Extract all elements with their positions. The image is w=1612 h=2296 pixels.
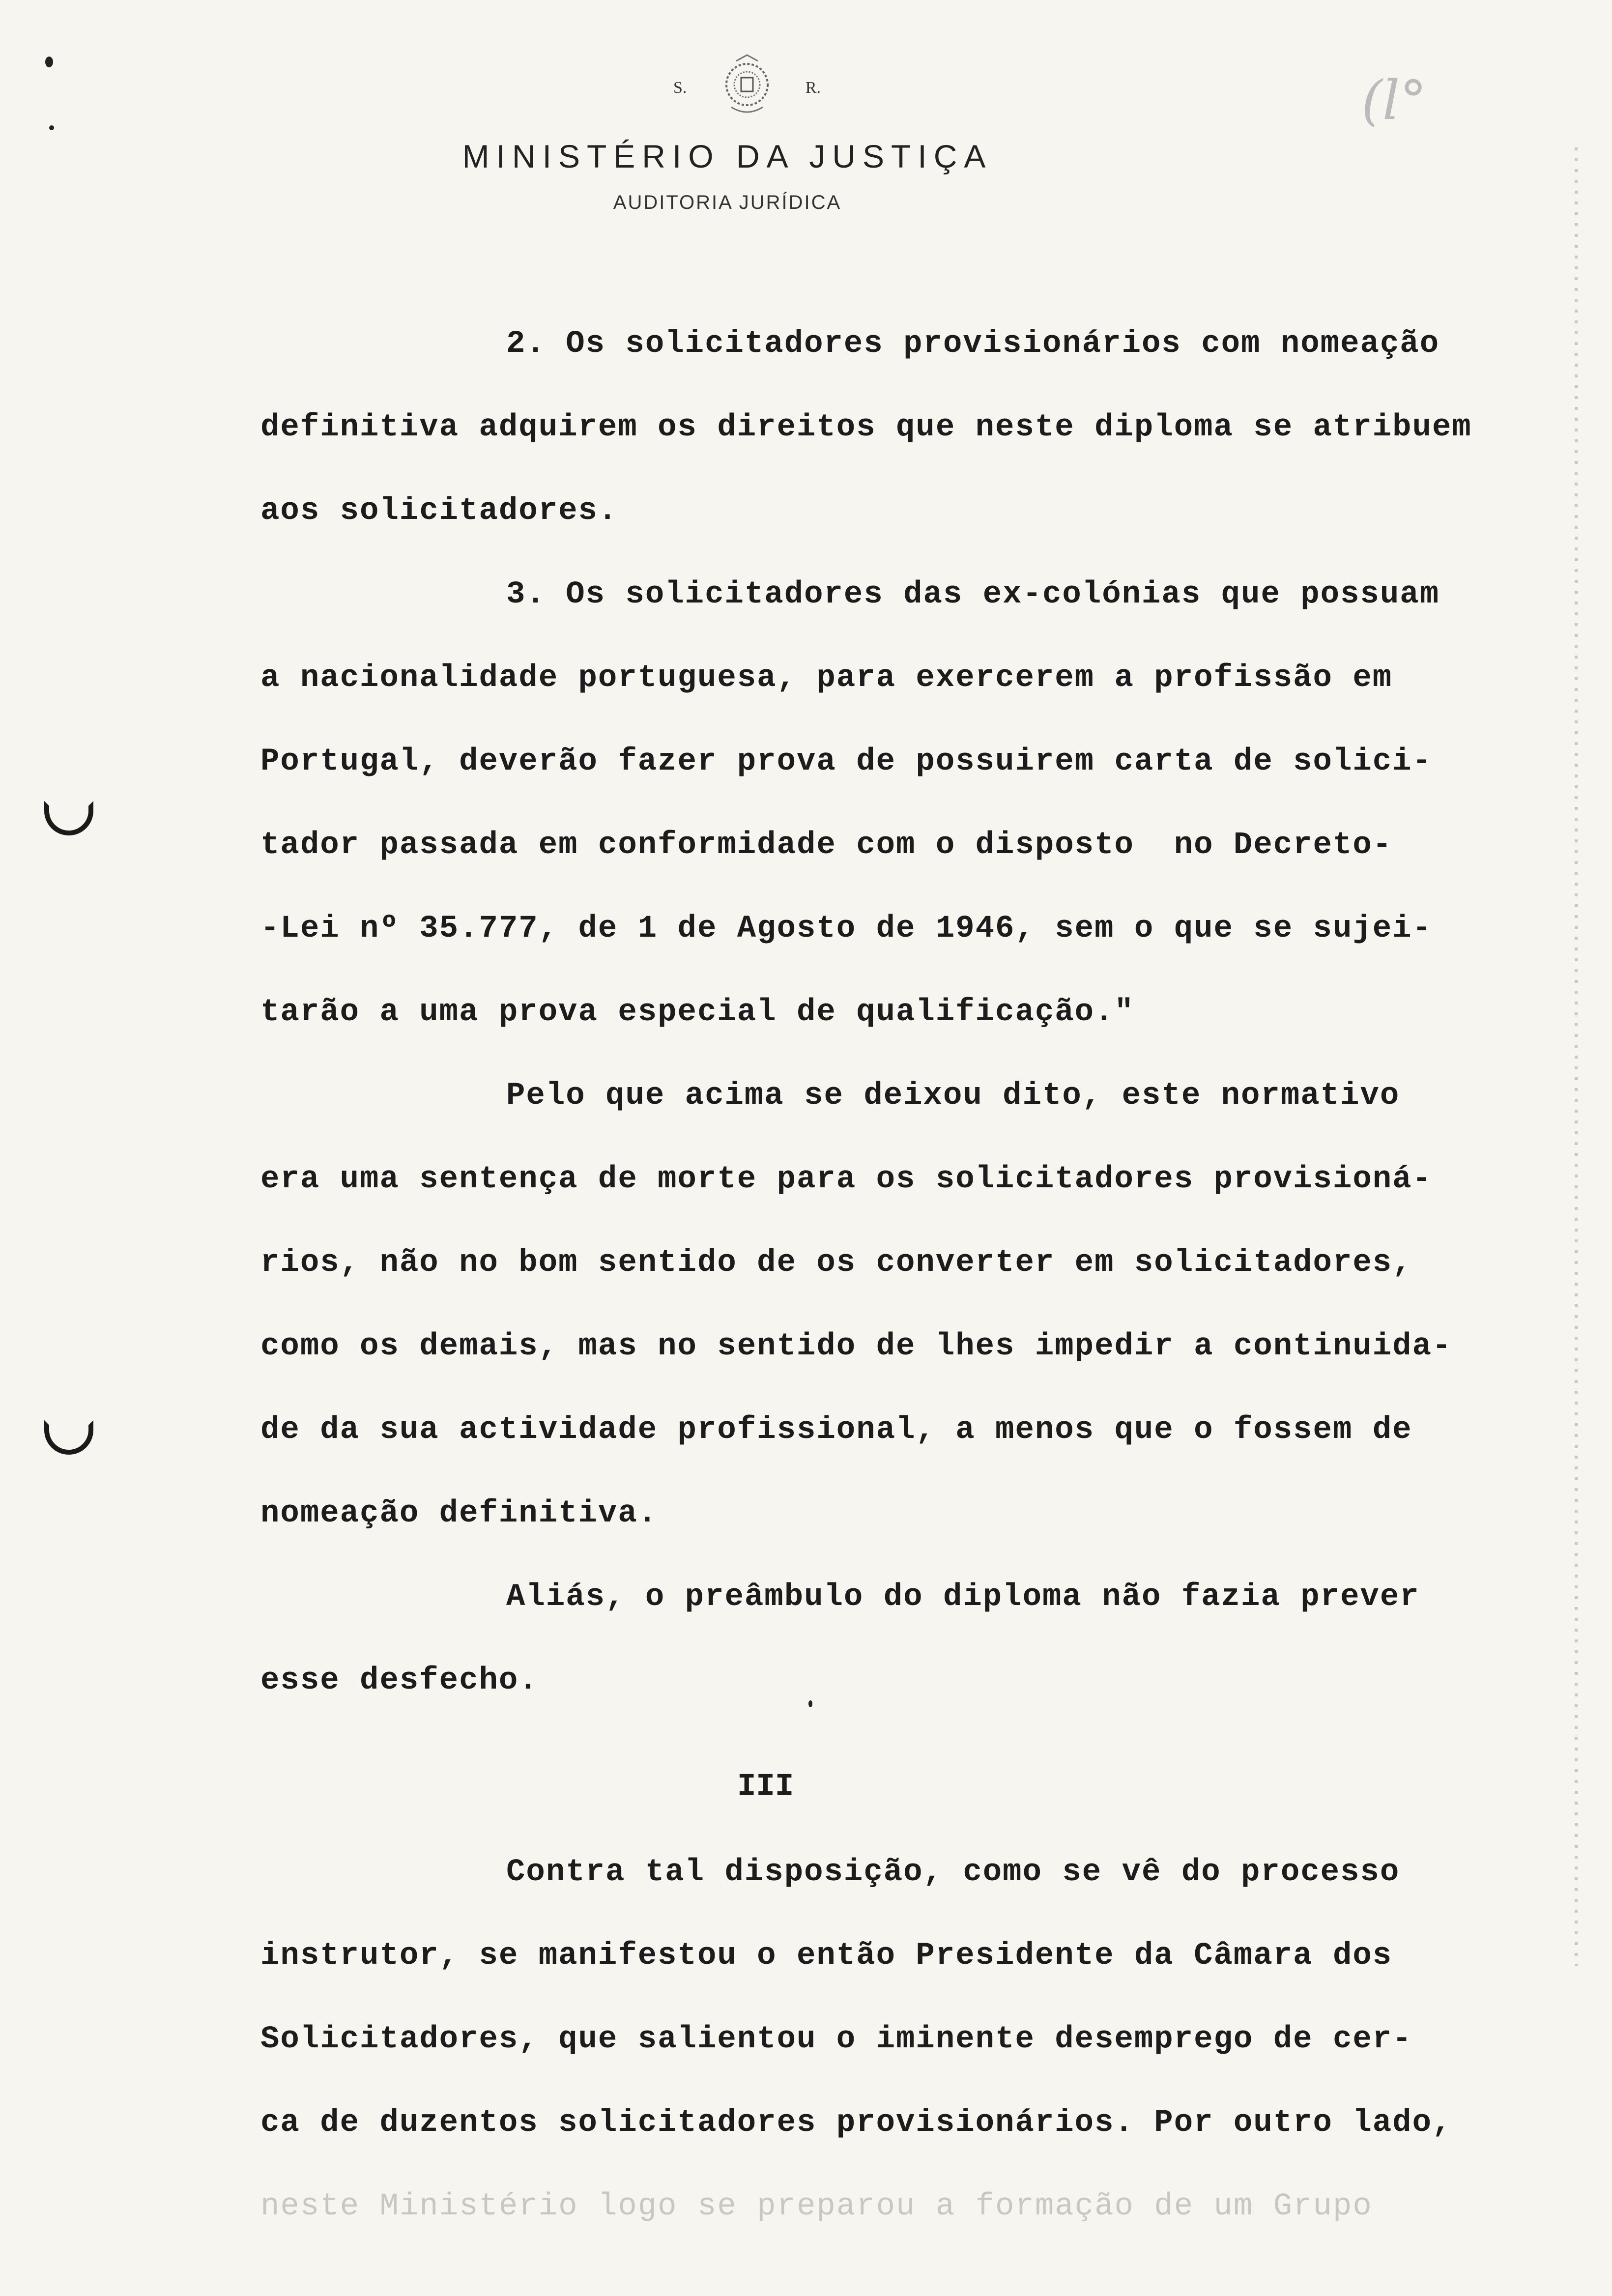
text-line: 2. Os solicitadores provisionários com nomeação: [506, 326, 1440, 362]
emblem-letter-left: S.: [673, 79, 687, 97]
text-line: Contra tal disposição, como se vê do processo: [506, 1855, 1400, 1890]
text-line: ca de duzentos solicitadores provisionários. Por outro lado,: [260, 2105, 1452, 2141]
binder-hole-mark: [44, 1420, 93, 1455]
ink-speck: [45, 57, 53, 67]
perforation-edge: [1575, 147, 1578, 1966]
text-line: Solicitadores, que salientou o iminente desemprego de cer-: [260, 2022, 1412, 2057]
coat-of-arms-emblem: [673, 54, 821, 123]
text-line: tador passada em conformidade com o disposto no Decreto-: [260, 828, 1393, 863]
text-line: definitiva adquirem os direitos que neste diploma se atribuem: [260, 410, 1472, 445]
ink-speck: [49, 125, 54, 130]
text-line: esse desfecho.: [260, 1663, 539, 1698]
text-line: de da sua actividade profissional, a menos que o fossem de: [260, 1412, 1412, 1448]
emblem-letter-right: R.: [805, 79, 821, 97]
text-line-faded: neste Ministério logo se preparou a formação de um Grupo: [260, 2189, 1373, 2224]
text-line: rios, não no bom sentido de os converter em solicitadores,: [260, 1245, 1412, 1281]
text-line: Aliás, o preâmbulo do diploma não fazia prever: [506, 1579, 1420, 1615]
text-line: -Lei nº 35.777, de 1 de Agosto de 1946, sem o que se sujei-: [260, 911, 1432, 947]
department-subtitle: AUDITORIA JURÍDICA: [613, 192, 842, 213]
text-line: instrutor, se manifestou o então Presidente da Câmara dos: [260, 1938, 1393, 1974]
ink-speck: [808, 1700, 812, 1707]
text-line: Pelo que acima se deixou dito, este normativo: [506, 1078, 1400, 1114]
text-line: 3. Os solicitadores das ex-colónias que possuam: [506, 577, 1440, 612]
text-line: nomeação definitiva.: [260, 1496, 658, 1531]
coat-of-arms-icon: [717, 54, 777, 118]
text-line: tarão a uma prova especial de qualificação.": [260, 995, 1134, 1030]
text-line: aos solicitadores.: [260, 493, 618, 529]
ministry-title: MINISTÉRIO DA JUSTIÇA: [462, 138, 993, 174]
text-line: a nacionalidade portuguesa, para exercerem a profissão em: [260, 660, 1393, 696]
text-line: Portugal, deverão fazer prova de possuirem carta de solici-: [260, 744, 1432, 779]
text-line: como os demais, mas no sentido de lhes impedir a continuida-: [260, 1329, 1452, 1364]
binder-hole-mark: [44, 801, 93, 835]
text-line: era uma sentença de morte para os solicitadores provisioná-: [260, 1162, 1432, 1197]
section-heading: III: [737, 1769, 794, 1805]
handwritten-page-mark: (l°: [1361, 69, 1427, 132]
